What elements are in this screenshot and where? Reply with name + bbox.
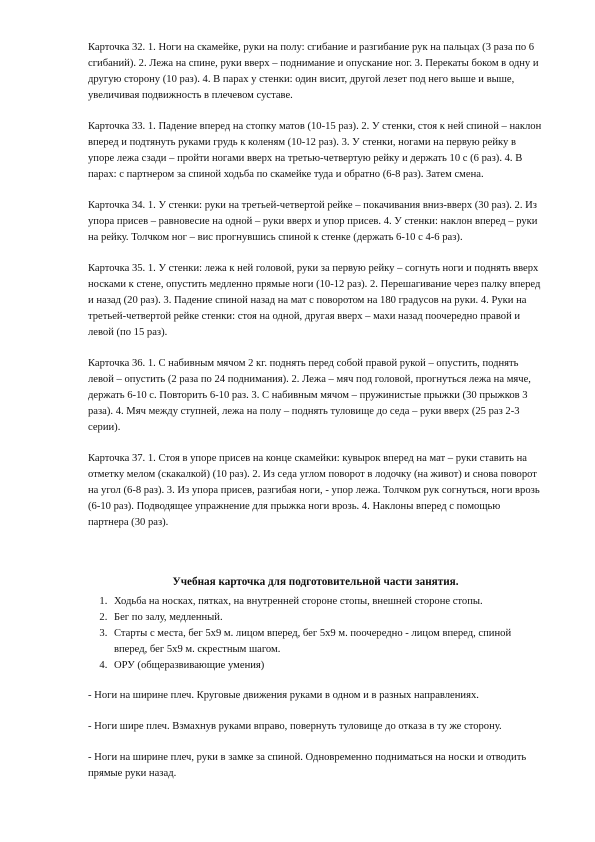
card-36: Карточка 36. 1. С набивным мячом 2 кг. поднять перед собой правой рукой – опустить, поднять левой – опустить (2 раза по 24 поднимания). 2. Лежа – мяч под головой, прогнуться лежа на мяче, держать 6-10 с. Повторить 6-10 раз. 3. С набивным мячом – пружинистые прыжки (30 прыжков 3 раза). 4. Мяч между ступней, лежа на полу – поднять туловище до седа – руки вверх (25 раз 2-3 серии). (88, 358, 531, 433)
section-title: Учебная карточка для подготовительной части занятия. (172, 576, 459, 588)
step-item: 4. ОРУ (общеразвивающие умения) (110, 658, 543, 674)
card-34: Карточка 34. 1. У стенки: руки на третьей-четвертой рейке – покачивания вниз-вверх (30 раз). 2. Из упора присев – равновесие на одной – руки вверх и упор присев. 4. У стенки: наклон вперед – руки на рейку. Толчком ног – вис прогнувшись спиной к стенке (держать 6-10 с 4-6 раз). (88, 200, 538, 243)
step-item: 3. Старты с места, бег 5х9 м. лицом вперед, бег 5х9 м. поочередно - лицом вперед, спиной вперед, бег 5х9 м. скрестным шагом. (110, 626, 543, 658)
exercise-item: - Ноги на ширине плеч. Круговые движения руками в одном и в разных направлениях. (88, 690, 479, 701)
section-spacer (88, 546, 543, 574)
step-item: 2. Бег по залу, медленный. (110, 610, 543, 626)
step-item: 1. Ходьба на носках, пятках, на внутренней стороне стопы, внешней стороне стопы. (110, 594, 543, 610)
card-37: Карточка 37. 1. Стоя в упоре присев на конце скамейки: кувырок вперед на мат – руки ставить на отметку мелом (скакалкой) (10 раз). 2. Из седа углом поворот в лодочку (на живот) и снова поворот на угол (6-8 раз). 3. Из упора присев, разгибая ноги, - упор лежа. Толчком рук согнуться, ноги врозь (6-10 раз). Подводящее упражнение для прыжка ноги врозь. 4. Наклоны вперед с помощью партнера (30 раз). (88, 453, 540, 528)
exercise-item: - Ноги на ширине плеч, руки в замке за спиной. Одновременно подниматься на носки и отводить прямые руки назад. (88, 752, 527, 779)
card-33: Карточка 33. 1. Падение вперед на стопку матов (10-15 раз). 2. У стенки, стоя к ней спиной – наклон вперед и подтянуть руками грудь к коленям (10-12 раз). 3. У стенки, ногами на первую рейку в упоре лежа сзади – пройти ногами вверх на третью-четвертую рейку и держать 10 с (6 раз). 4. В парах: с партнером за спиной ходьба по скамейке туда и обратно (6-8 раз). Затем смена. (88, 121, 542, 180)
card-32: Карточка 32. 1. Ноги на скамейке, руки на полу: сгибание и разгибание рук на пальцах (3 раза по 6 сгибаний). 2. Лежа на спине, руки вверх – поднимание и опускание ног. 3. Перекаты боком в одну и другую сторону (10 раз). 4. В парах у стенки: один висит, другой лезет под него выше и выше, увеличивая подвижность в плечевом суставе. (88, 42, 539, 101)
exercise-item: - Ноги шире плеч. Взмахнув руками вправо, повернуть туловище до отказа в ту же сторону. (88, 721, 502, 732)
steps-list (88, 594, 543, 674)
card-35: Карточка 35. 1. У стенки: лежа к ней головой, руки за первую рейку – согнуть ноги и поднять вверх носками к стене, опустить медленно прямые ноги (10-12 раз). 2. Перешагивание через палку вперед и назад (20 раз). 3. Падение спиной назад на мат с поворотом на 180 градусов на руки. 4. Руки на третьей-четвертой рейке стенки: стоя на одной, другая вверх – махи назад поочередно правой и левой (по 15 раз). (88, 263, 541, 338)
document-page (88, 40, 543, 797)
